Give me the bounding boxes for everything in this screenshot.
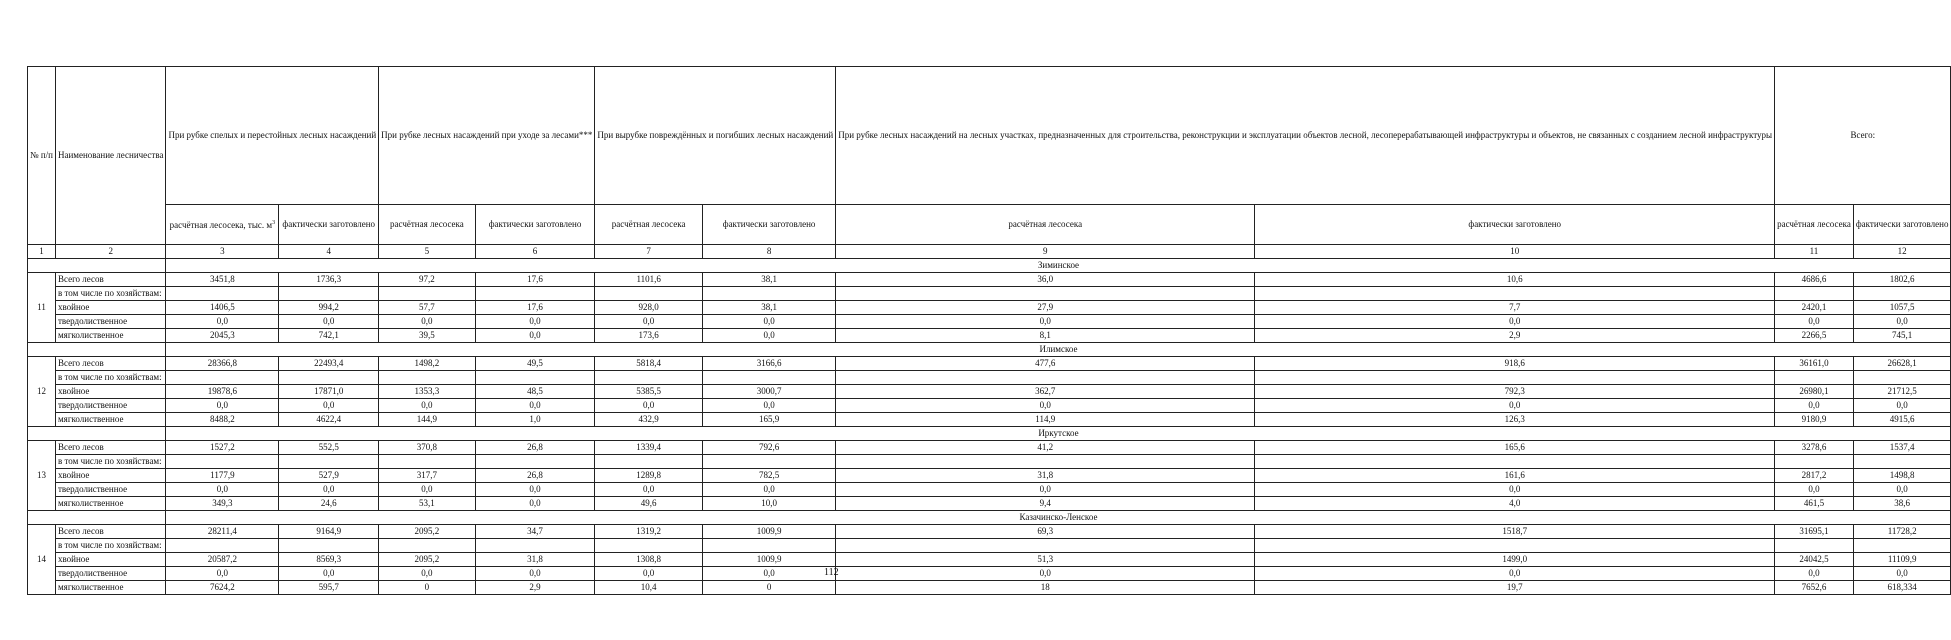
value-cell: 31695,1 [1775,525,1854,539]
value-cell: 48,5 [475,385,595,399]
row-label: в том числе по хозяйствам: [55,287,165,301]
value-cell: 0,0 [1775,399,1854,413]
header-group-mature: При рубке спелых и перестойных лесных насаждений [166,67,379,205]
value-cell: 0,0 [279,567,379,581]
table-row [28,399,1951,413]
value-cell: 745,1 [1853,329,1951,343]
value-cell: 7624,2 [166,581,279,595]
value-cell: 1736,3 [279,273,379,287]
value-cell: 36,0 [836,273,1255,287]
value-cell: 2,9 [475,581,595,595]
value-cell: 8488,2 [166,413,279,427]
value-cell: 0,0 [166,567,279,581]
value-cell: 38,6 [1853,497,1951,511]
table-body [28,259,1951,595]
row-number: 11 [28,273,56,343]
value-cell [702,539,835,553]
value-cell [475,287,595,301]
value-cell [166,539,279,553]
value-cell [595,371,702,385]
row-label: твердолиственное [55,483,165,497]
value-cell: 0,0 [836,315,1255,329]
value-cell: 17,6 [475,273,595,287]
column-number: 10 [1255,245,1775,259]
value-cell: 4622,4 [279,413,379,427]
row-label: в том числе по хозяйствам: [55,455,165,469]
value-cell: 5385,5 [595,385,702,399]
value-cell: 362,7 [836,385,1255,399]
subheader-unit-superscript: 3 [272,220,276,226]
row-label: мягколиственное [55,581,165,595]
value-cell [166,287,279,301]
value-cell [1853,539,1951,553]
group-title-row [28,343,1951,357]
value-cell: 0,0 [702,483,835,497]
table-row [28,483,1951,497]
value-cell [1255,455,1775,469]
value-cell: 3000,7 [702,385,835,399]
column-number: 3 [166,245,279,259]
value-cell: 0,0 [595,399,702,413]
value-cell: 0,0 [702,315,835,329]
value-cell: 0,0 [1775,483,1854,497]
value-cell: 1308,8 [595,553,702,567]
row-number: 14 [28,525,56,595]
value-cell: 1527,2 [166,441,279,455]
table-row [28,539,1951,553]
value-cell: 742,1 [279,329,379,343]
value-cell [475,539,595,553]
value-cell [1853,371,1951,385]
value-cell: 0,0 [279,483,379,497]
value-cell: 9180,9 [1775,413,1854,427]
value-cell [1775,539,1854,553]
value-cell: 0,0 [1255,315,1775,329]
value-cell: 2095,2 [379,525,476,539]
value-cell [702,455,835,469]
value-cell: 57,7 [379,301,476,315]
value-cell: 0,0 [702,329,835,343]
value-cell: 2420,1 [1775,301,1854,315]
value-cell [836,455,1255,469]
value-cell: 0,0 [475,497,595,511]
value-cell: 38,1 [702,301,835,315]
value-cell: 34,7 [475,525,595,539]
value-cell [379,287,476,301]
value-cell [595,287,702,301]
row-label: хвойное [55,553,165,567]
value-cell: 1406,5 [166,301,279,315]
table-row [28,441,1951,455]
row-number: 12 [28,357,56,427]
forestry-title: Казачинско-Ленское [166,511,1951,525]
value-cell: 3278,6 [1775,441,1854,455]
value-cell: 26,8 [475,469,595,483]
value-cell: 0,0 [1853,567,1951,581]
value-cell: 17871,0 [279,385,379,399]
value-cell: 0,0 [475,483,595,497]
row-label: мягколиственное [55,497,165,511]
value-cell: 26,8 [475,441,595,455]
column-number: 9 [836,245,1255,259]
table-row [28,413,1951,427]
value-cell: 49,6 [595,497,702,511]
row-label: твердолиственное [55,567,165,581]
value-cell: 9,4 [836,497,1255,511]
row-label: Всего лесов [55,357,165,371]
value-cell: 0,0 [279,399,379,413]
row-label: твердолиственное [55,399,165,413]
value-cell [166,455,279,469]
value-cell: 10,4 [595,581,702,595]
row-label: мягколиственное [55,413,165,427]
value-cell: 0 [702,581,835,595]
row-label: твердолиственное [55,315,165,329]
header-group-total: Всего: [1775,67,1951,205]
value-cell: 19878,6 [166,385,279,399]
value-cell [1255,371,1775,385]
value-cell: 38,1 [702,273,835,287]
value-cell: 0,0 [1255,399,1775,413]
value-cell: 0,0 [166,399,279,413]
value-cell: 31,8 [475,553,595,567]
value-cell: 1177,9 [166,469,279,483]
value-cell: 51,3 [836,553,1255,567]
value-cell: 24042,5 [1775,553,1854,567]
value-cell: 0,0 [279,315,379,329]
value-cell: 0,0 [379,483,476,497]
value-cell: 22493,4 [279,357,379,371]
subheader-fact: фактически заготовлено [702,205,835,245]
value-cell: 782,5 [702,469,835,483]
value-cell: 1353,3 [379,385,476,399]
value-cell: 317,7 [379,469,476,483]
value-cell: 3166,6 [702,357,835,371]
value-cell: 0,0 [166,315,279,329]
value-cell: 0,0 [702,399,835,413]
subheader-calc-first [166,205,279,245]
value-cell: 918,6 [1255,357,1775,371]
subheader-calc: расчётная лесосека [379,205,476,245]
value-cell: 1498,8 [1853,469,1951,483]
header-group-damaged: При вырубке повреждённых и погибших лесных насаждений [595,67,836,205]
value-cell: 1498,2 [379,357,476,371]
table-row [28,469,1951,483]
group-title-spacer [28,511,166,525]
value-cell [595,455,702,469]
value-cell: 0,0 [595,567,702,581]
value-cell: 1057,5 [1853,301,1951,315]
value-cell: 8,1 [836,329,1255,343]
row-label: мягколиственное [55,329,165,343]
value-cell: 994,2 [279,301,379,315]
value-cell: 370,8 [379,441,476,455]
row-label: Всего лесов [55,441,165,455]
value-cell: 0,0 [836,399,1255,413]
header-group-construction: При рубке лесных насаждений на лесных участках, предназначенных для строительства, реконструкции и эксплуатации объектов лесной, лесоперерабатывающей инфраструктуры и объектов, не связанных с созданием лесной инфраструктуры [836,67,1775,205]
value-cell: 24,6 [279,497,379,511]
group-title-spacer [28,343,166,357]
value-cell [166,371,279,385]
value-cell: 0,0 [1853,483,1951,497]
value-cell [279,287,379,301]
value-cell [702,371,835,385]
value-cell: 28366,8 [166,357,279,371]
value-cell [836,371,1255,385]
column-number: 4 [279,245,379,259]
table-row [28,581,1951,595]
table-row [28,371,1951,385]
value-cell: 69,3 [836,525,1255,539]
value-cell: 161,6 [1255,469,1775,483]
value-cell: 0,0 [475,567,595,581]
value-cell: 49,5 [475,357,595,371]
value-cell: 0,0 [475,315,595,329]
subheader-calc: расчётная лесосека [836,205,1255,245]
value-cell: 0,0 [702,567,835,581]
value-cell: 20587,2 [166,553,279,567]
value-cell: 27,9 [836,301,1255,315]
table-row [28,315,1951,329]
value-cell [836,287,1255,301]
value-cell: 2,9 [1255,329,1775,343]
table-row [28,287,1951,301]
column-number: 1 [28,245,56,259]
value-cell: 126,3 [1255,413,1775,427]
value-cell: 1537,4 [1853,441,1951,455]
row-label: хвойное [55,385,165,399]
value-cell: 0,0 [1255,483,1775,497]
value-cell: 165,9 [702,413,835,427]
header-no: № п/п [28,67,56,245]
subheader-calc: расчётная лесосека [595,205,702,245]
value-cell: 11728,2 [1853,525,1951,539]
value-cell: 3451,8 [166,273,279,287]
table-row [28,273,1951,287]
group-title-row [28,427,1951,441]
value-cell: 17,6 [475,301,595,315]
value-cell: 0,0 [836,483,1255,497]
table-row [28,525,1951,539]
value-cell: 53,1 [379,497,476,511]
value-cell: 31,8 [836,469,1255,483]
subheader-calc-first-text: расчётная лесосека, тыс. м [169,220,273,230]
value-cell: 527,9 [279,469,379,483]
value-cell: 1009,9 [702,553,835,567]
value-cell: 1518,7 [1255,525,1775,539]
value-cell: 0,0 [379,567,476,581]
value-cell [475,371,595,385]
value-cell [379,371,476,385]
table-row [28,329,1951,343]
table-header [28,67,1951,259]
column-number: 7 [595,245,702,259]
value-cell: 2095,2 [379,553,476,567]
value-cell: 26628,1 [1853,357,1951,371]
value-cell: 0,0 [166,483,279,497]
value-cell: 165,6 [1255,441,1775,455]
group-title-row [28,511,1951,525]
value-cell [379,539,476,553]
table-row [28,497,1951,511]
row-number: 13 [28,441,56,511]
value-cell: 0,0 [1255,567,1775,581]
value-cell [1775,287,1854,301]
value-cell: 1802,6 [1853,273,1951,287]
value-cell: 928,0 [595,301,702,315]
value-cell: 4,0 [1255,497,1775,511]
row-label: хвойное [55,301,165,315]
value-cell: 0,0 [475,399,595,413]
value-cell: 0,0 [595,483,702,497]
row-label: в том числе по хозяйствам: [55,371,165,385]
value-cell: 595,7 [279,581,379,595]
row-label: Всего лесов [55,273,165,287]
value-cell: 5818,4 [595,357,702,371]
value-cell: 618,334 [1853,581,1951,595]
value-cell: 0,0 [595,315,702,329]
value-cell [279,371,379,385]
value-cell [1775,371,1854,385]
value-cell: 19,7 [1255,581,1775,595]
value-cell: 9164,9 [279,525,379,539]
value-cell [1255,287,1775,301]
subheader-fact: фактически заготовлено [1853,205,1951,245]
value-cell: 18 [836,581,1255,595]
row-label: хвойное [55,469,165,483]
value-cell: 144,9 [379,413,476,427]
value-cell: 41,2 [836,441,1255,455]
value-cell: 477,6 [836,357,1255,371]
column-number: 12 [1853,245,1951,259]
value-cell [1775,455,1854,469]
forestry-title: Илимское [166,343,1951,357]
table-row [28,553,1951,567]
table-row [28,357,1951,371]
value-cell: 0,0 [1775,315,1854,329]
value-cell: 36161,0 [1775,357,1854,371]
column-number: 11 [1775,245,1854,259]
group-title-spacer [28,259,166,273]
value-cell: 1319,2 [595,525,702,539]
value-cell: 2817,2 [1775,469,1854,483]
value-cell: 1339,4 [595,441,702,455]
forest-harvest-table [27,66,1951,595]
value-cell: 7,7 [1255,301,1775,315]
value-cell: 1499,0 [1255,553,1775,567]
value-cell: 173,6 [595,329,702,343]
value-cell: 792,6 [702,441,835,455]
column-number-row [28,245,1951,259]
value-cell: 0,0 [379,315,476,329]
value-cell: 114,9 [836,413,1255,427]
table-row [28,385,1951,399]
value-cell: 1009,9 [702,525,835,539]
forestry-title: Зиминское [166,259,1951,273]
value-cell: 26980,1 [1775,385,1854,399]
value-cell [702,287,835,301]
page-number: 112 [824,567,839,578]
value-cell: 2266,5 [1775,329,1854,343]
value-cell: 0,0 [1853,399,1951,413]
column-number: 2 [55,245,165,259]
value-cell: 7652,6 [1775,581,1854,595]
value-cell: 461,5 [1775,497,1854,511]
value-cell: 0 [379,581,476,595]
value-cell: 11109,9 [1853,553,1951,567]
value-cell: 4915,6 [1853,413,1951,427]
header-forestry-name: Наименование лесничества [55,67,165,245]
value-cell [595,539,702,553]
value-cell: 0,0 [379,399,476,413]
value-cell [379,455,476,469]
value-cell: 0,0 [475,329,595,343]
value-cell [1853,287,1951,301]
value-cell: 552,5 [279,441,379,455]
header-group-care: При рубке лесных насаждений при уходе за лесами*** [379,67,595,205]
value-cell: 1289,8 [595,469,702,483]
forestry-title: Иркутское [166,427,1951,441]
column-number: 5 [379,245,476,259]
value-cell: 349,3 [166,497,279,511]
value-cell: 1101,6 [595,273,702,287]
value-cell: 10,0 [702,497,835,511]
subheader-fact: фактически заготовлено [475,205,595,245]
table-row [28,567,1951,581]
value-cell [475,455,595,469]
column-number: 8 [702,245,835,259]
value-cell [836,539,1255,553]
subheader-calc: расчётная лесосека [1775,205,1854,245]
value-cell: 8569,3 [279,553,379,567]
value-cell: 0,0 [1853,315,1951,329]
row-label: Всего лесов [55,525,165,539]
value-cell: 1,0 [475,413,595,427]
value-cell [279,539,379,553]
value-cell [279,455,379,469]
table-row [28,455,1951,469]
group-title-spacer [28,427,166,441]
value-cell [1853,455,1951,469]
value-cell: 0,0 [1775,567,1854,581]
row-label: в том числе по хозяйствам: [55,539,165,553]
table-row [28,301,1951,315]
value-cell: 10,6 [1255,273,1775,287]
value-cell [1255,539,1775,553]
value-cell: 39,5 [379,329,476,343]
value-cell: 0,0 [836,567,1255,581]
value-cell: 4686,6 [1775,273,1854,287]
value-cell: 21712,5 [1853,385,1951,399]
group-title-row [28,259,1951,273]
subheader-fact: фактически заготовлено [1255,205,1775,245]
subheader-fact: фактически заготовлено [279,205,379,245]
value-cell: 2045,3 [166,329,279,343]
column-number: 6 [475,245,595,259]
value-cell: 28211,4 [166,525,279,539]
value-cell: 792,3 [1255,385,1775,399]
value-cell: 432,9 [595,413,702,427]
value-cell: 97,2 [379,273,476,287]
